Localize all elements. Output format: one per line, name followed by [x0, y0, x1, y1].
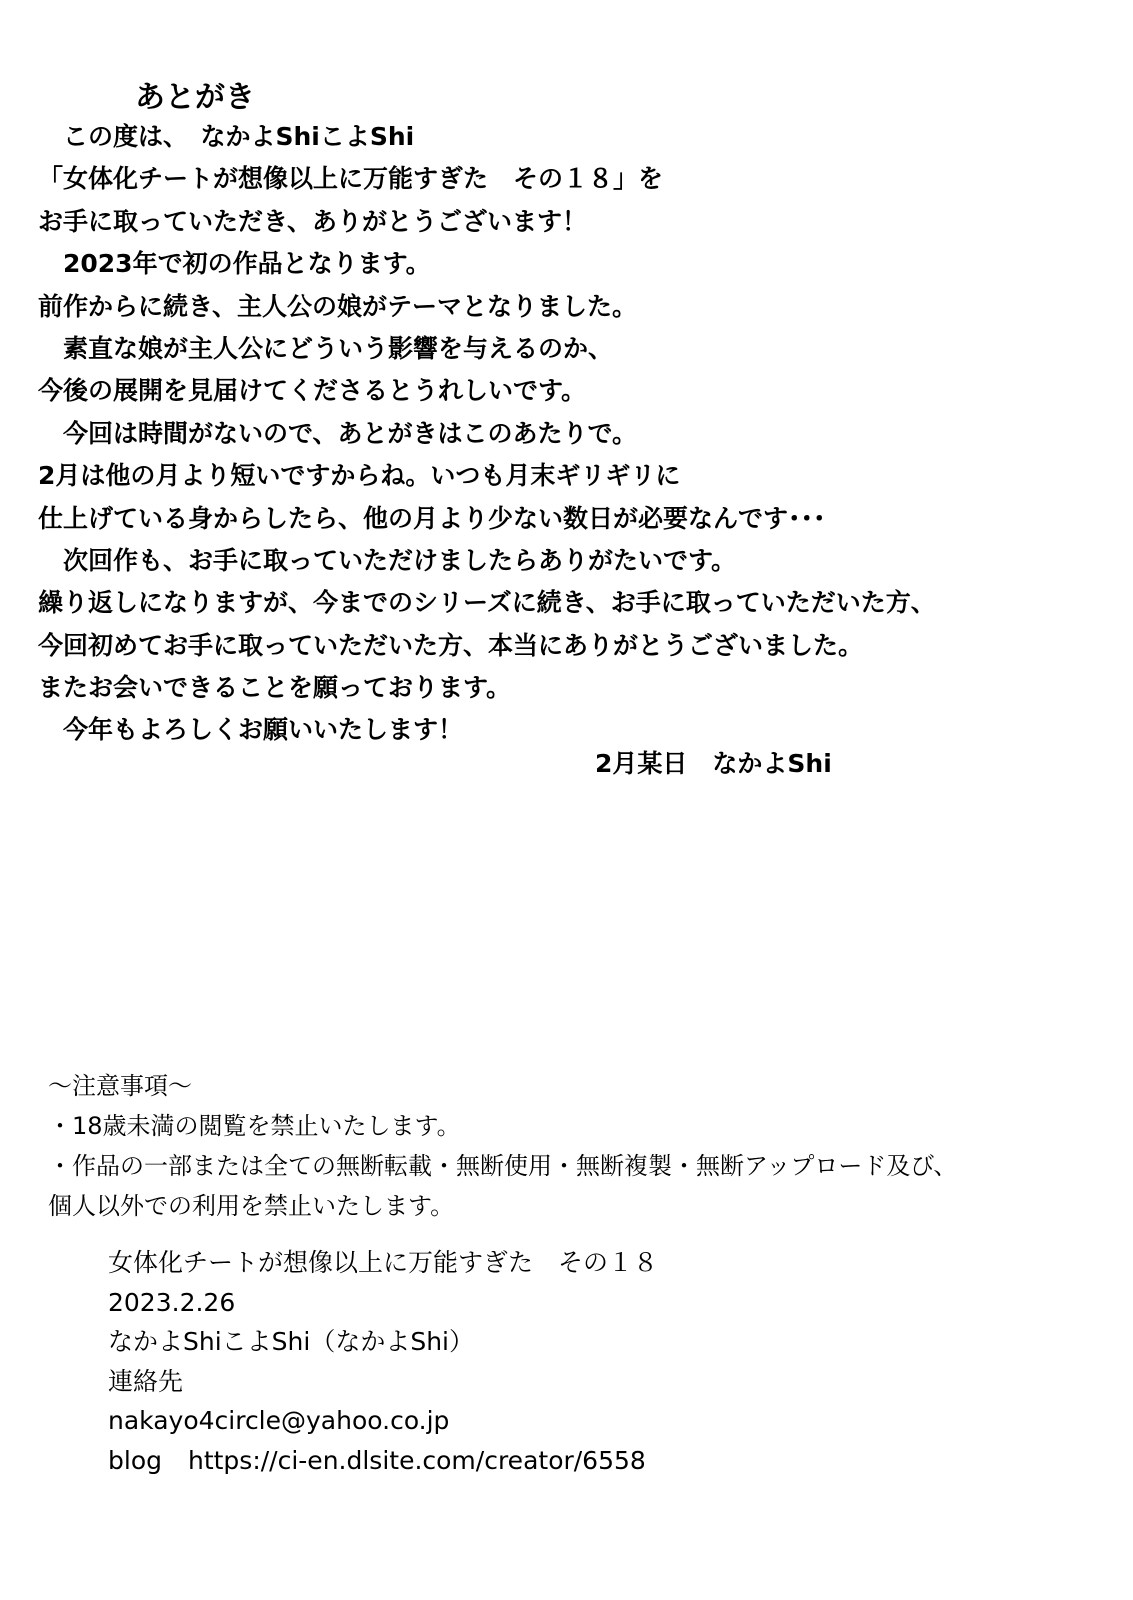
afterword-line: 2023年で初の作品となります。	[38, 249, 431, 279]
afterword-line: 繰り返しになりますが、今までのシリーズに続き、お手に取っていただいた方、	[38, 588, 936, 618]
afterword-line: またお会いできることを願っております。	[38, 673, 512, 703]
colophon-email: nakayo4circle@yahoo.co.jp	[108, 1406, 450, 1435]
colophon-contact-label: 連絡先	[108, 1366, 184, 1396]
afterword-line: 今回は時間がないので、あとがきはこのあたりで。	[38, 418, 638, 448]
notes-heading: ～注意事項～	[48, 1072, 192, 1100]
afterword-line: 今回初めてお手に取っていただいた方、本当にありがとうございました。	[38, 630, 864, 660]
afterword-line: この度は、 なかよShiこよShi	[38, 122, 415, 151]
afterword-body	[38, 116, 1098, 752]
colophon-circle: なかよShiこよShi（なかよShi）	[108, 1327, 474, 1356]
notes-item: ・作品の一部または全ての無断転載・無断使用・無断複製・無断アップロード及び、	[48, 1152, 958, 1180]
colophon-section	[108, 1243, 1088, 1480]
afterword-line: お手に取っていただき、ありがとうございます！	[38, 206, 588, 236]
colophon-blog-label: blog	[108, 1445, 162, 1475]
afterword-line: 2月は他の月より短いですからね。いつも月末ギリギリに	[38, 461, 681, 491]
colophon-blog-url: https://ci-en.dlsite.com/creator/6558	[187, 1445, 646, 1475]
afterword-line: 仕上げている身からしたら、他の月より少ない数日が必要なんです･･･	[38, 503, 826, 533]
afterword-line: 「女体化チートが想像以上に万能すぎた その１８」を	[38, 164, 664, 194]
afterword-line: 素直な娘が主人公にどういう影響を与えるのか、	[38, 333, 614, 363]
notes-item: 個人以外での利用を禁止いたします。	[48, 1192, 455, 1220]
afterword-line: 今後の展開を見届けてくださるとうれしいです。	[38, 376, 587, 406]
afterword-line: 今年もよろしくお願いいたします！	[38, 715, 464, 745]
afterword-line: 前作からに続き、主人公の娘がテーマとなりました。	[38, 291, 638, 321]
colophon-work-title: 女体化チートが想像以上に万能すぎた その１８	[108, 1248, 659, 1277]
colophon-blog	[108, 1441, 1088, 1481]
afterword-line: 次回作も、お手に取っていただけましたらありがたいです。	[38, 545, 737, 575]
notes-section	[48, 1066, 1108, 1226]
afterword-signature: 2月某日 なかよShi	[595, 749, 832, 778]
colophon-date: 2023.2.26	[108, 1287, 236, 1317]
notes-item: ・18歳未満の閲覧を禁止いたします。	[48, 1112, 461, 1140]
afterword-title: あとがき	[135, 80, 255, 115]
